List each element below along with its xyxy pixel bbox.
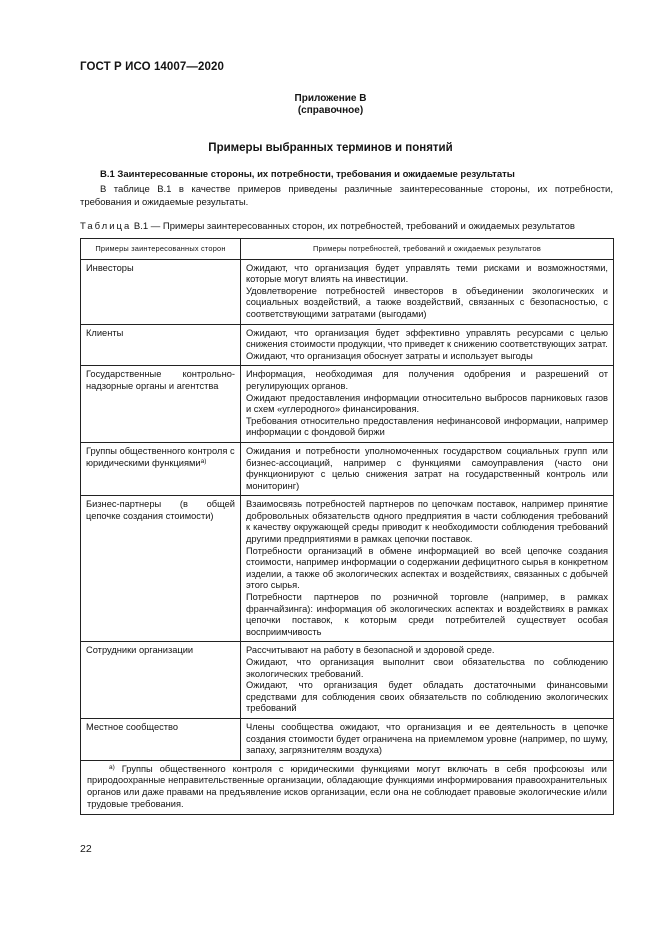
annex-status: (справочное) — [297, 105, 364, 116]
table-header-row — [81, 239, 614, 260]
stakeholder-cell: Клиенты — [81, 324, 241, 366]
stakeholder-cell — [81, 442, 241, 495]
table-footnote — [87, 764, 607, 810]
stakeholder-cell: Местное сообщество — [81, 718, 241, 760]
table-caption-text: В.1 — Примеры заинтересованных сторон, их потребностей, требований и ожидаемых результатов — [133, 221, 575, 232]
annex-heading — [80, 93, 581, 117]
table-row — [81, 642, 614, 719]
need-item: Ожидают, что организация будет управлять теми рисками и возможностями, которые могут влиять на инвестиции. — [246, 262, 608, 285]
stakeholders-table — [80, 238, 614, 815]
needs-cell — [241, 496, 614, 642]
need-item: Ожидают, что организация будет обладать достаточными финансовыми средствами для соблюдения своих обязательств по соблюдению экологических требований — [246, 680, 608, 714]
intro-paragraph: В таблице В.1 в качестве примеров приведены различные заинтересованные стороны, их потребности, требования и ожидаемые результаты. — [80, 184, 613, 208]
header-stakeholders: Примеры заинтересованных сторон — [81, 239, 241, 260]
need-item: Удовлетворение потребностей инвесторов в объединении экологических и социальных воздействий, а также воздействий, связанных с безопасностью, с соответствующими затратами (выгодами) — [246, 285, 608, 319]
needs-cell — [241, 324, 614, 366]
need-item: Потребности организаций в обмене информацией во всей цепочке создания стоимости, например информации о содержании дефицитного сырья в конкретном изделии, а также об экологических аспектах и воздействиях, связанных с добычей этого сырья. — [246, 545, 608, 591]
need-item: Члены сообщества ожидают, что организация и ее деятельность в цепочке создания стоимости будет ограничена на приемлемом уровне (например, по шуму, запаху, загрязнителям воздуха) — [246, 721, 608, 756]
footnote-text: Группы общественного контроля с юридическими функциями могут включать в себя профсоюзы или природоохранные неправительственные организации, обладающие функциями информирования правоохранительных органов или даже правами на предъявление исков организации, если она не соблюдает правовые экологические и/или трудовые требования. — [87, 763, 607, 809]
needs-cell — [241, 718, 614, 760]
stakeholder-cell: Бизнес-партнеры (в общей цепочке создания стоимости) — [81, 496, 241, 642]
need-item: Взаимосвязь потребностей партнеров по цепочкам поставок, например принятие добровольных обязательств одного предприятия в части соблюдения требований к качеству окружающей среды приводит к необходимости соблюдения требований другими предприятиями в рамках цепочки поставок. — [246, 499, 608, 545]
need-item: Ожидают, что организация выполнит свои обязательства по соблюдению экологических требований. — [246, 657, 608, 679]
need-item: Ожидания и потребности уполномоченных государством социальных групп или бизнес-ассоциаций, например с функциями самоуправления (часто они функционируют с целью снижения затрат на государственный контроль или мониторинг) — [246, 445, 608, 491]
stakeholder-cell: Государственные контрольно-надзорные органы и агентства — [81, 366, 241, 443]
need-item: Информация, необходимая для получения одобрения и разрешений от регулирующих органов. — [246, 369, 608, 391]
needs-cell — [241, 442, 614, 495]
table-row — [81, 324, 614, 366]
need-item: Требования относительно предоставления нефинансовой информации, например информации с фондовой биржи — [246, 415, 608, 438]
needs-cell — [241, 366, 614, 443]
table-caption — [80, 221, 575, 232]
need-item: Ожидают предоставления информации относительно выбросов парниковых газов и схем «углеродного» финансирования. — [246, 392, 608, 415]
stakeholder-text: Группы общественного контроля с юридическими функциями — [86, 445, 235, 468]
need-item: Рассчитывают на работу в безопасной и здоровой среде. — [246, 645, 495, 656]
footnote-reference: a) — [200, 457, 207, 465]
header-needs: Примеры потребностей, требований и ожидаемых результатов — [241, 239, 614, 260]
section-intro — [80, 184, 613, 209]
footnote-mark: a) — [109, 763, 115, 771]
stakeholder-cell: Инвесторы — [81, 259, 241, 324]
needs-cell — [241, 259, 614, 324]
table-caption-label: Таблица — [80, 221, 132, 232]
need-item: Ожидают, что организация обоснует затраты и использует выгоды — [246, 350, 533, 361]
table-footnote-cell — [81, 760, 614, 814]
table-row — [81, 442, 614, 495]
page-number: 22 — [80, 843, 92, 855]
annex-main-title: Примеры выбранных терминов и понятий — [208, 142, 453, 154]
need-item: Потребности партнеров по розничной торговле (например, в рамках франчайзинга): информация об экологических аспектах и воздействиях в рамках цепочки поставок, к которым среди потребителей существует особая восприимчивость — [246, 592, 608, 637]
table-row — [81, 496, 614, 642]
needs-cell — [241, 642, 614, 719]
document-header: ГОСТ Р ИСО 14007—2020 — [80, 61, 225, 73]
section-heading: В.1 Заинтересованные стороны, их потребности, требования и ожидаемые результаты — [100, 169, 515, 180]
table-row — [81, 366, 614, 443]
annex-title: Приложение В — [294, 93, 367, 104]
table-footnote-row — [81, 760, 614, 814]
stakeholder-cell: Сотрудники организации — [81, 642, 241, 719]
need-item: Ожидают, что организация будет эффективно управлять ресурсами с целью снижения стоимости продукции, что приведет к снижению соответствующих затрат. — [246, 327, 608, 350]
table-row — [81, 259, 614, 324]
table-row — [81, 718, 614, 760]
